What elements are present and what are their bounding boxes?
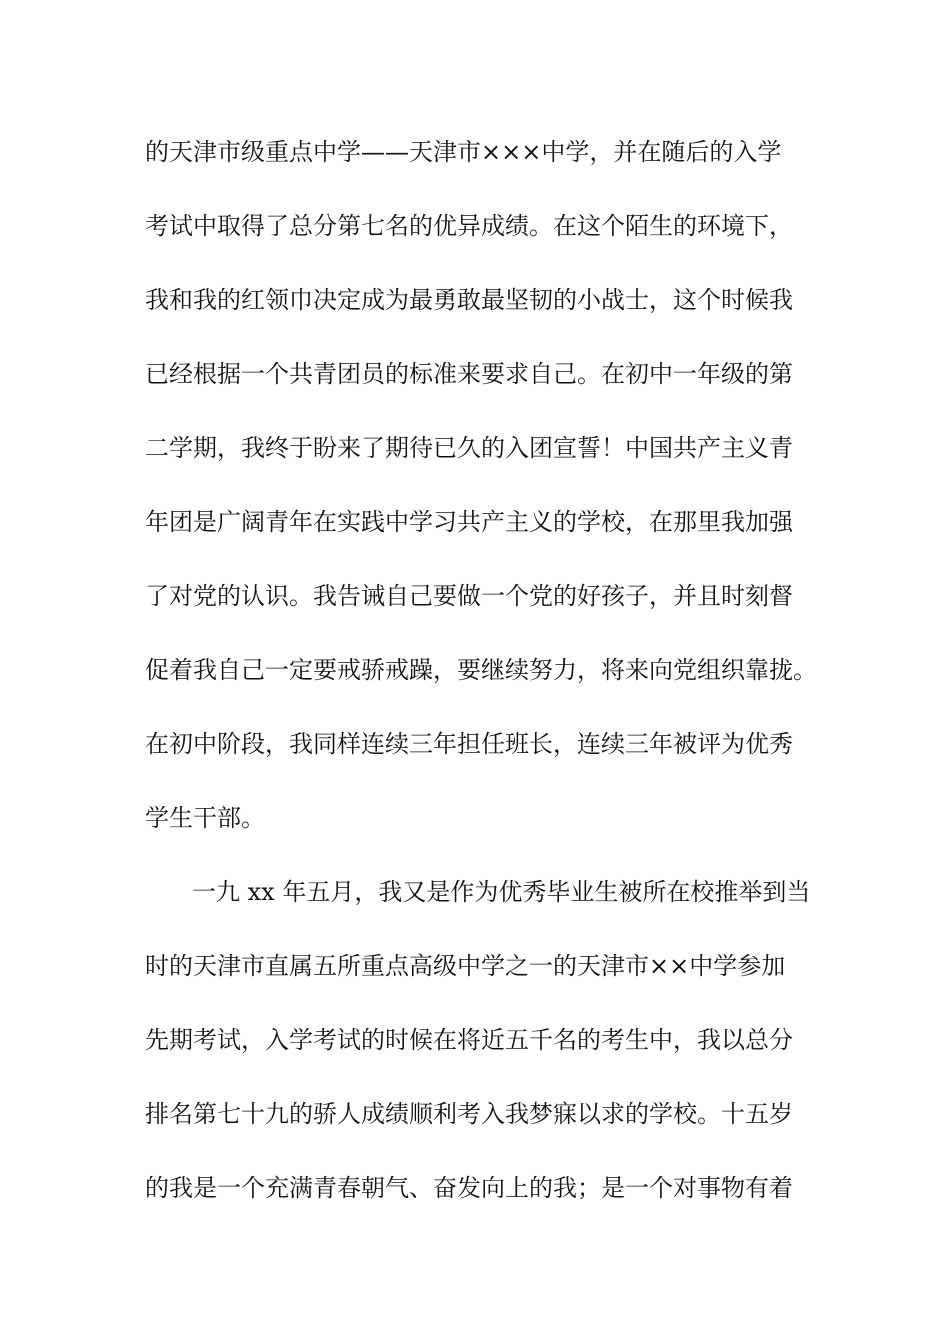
- paragraph-line: 的我是一个充满青春朝气、奋发向上的我；是一个对事物有着: [145, 1174, 793, 1202]
- paragraph-line: 排名第七十九的骄人成绩顺利考入我梦寐以求的学校。十五岁: [145, 1100, 793, 1128]
- paragraph-line: 考试中取得了总分第七名的优异成绩。在这个陌生的环境下，: [145, 212, 793, 240]
- paragraph-line: 时的天津市直属五所重点高级中学之一的天津市××中学参加: [145, 952, 786, 980]
- paragraph-line: 了对党的认识。我告诫自己要做一个党的好孩子，并且时刻督: [145, 582, 793, 610]
- paragraph-line: 学生干部。: [145, 804, 265, 832]
- paragraph-line: 已经根据一个共青团员的标准来要求自己。在初中一年级的第: [145, 360, 793, 388]
- paragraph-line: 促着我自己一定要戒骄戒躁，要继续努力，将来向党组织靠拢。: [145, 656, 817, 684]
- paragraph-line: 年团是广阔青年在实践中学习共产主义的学校，在那里我加强: [145, 508, 793, 536]
- paragraph-first-line: 一九 xx 年五月，我又是作为优秀毕业生被所在校推举到当: [192, 878, 811, 906]
- paragraph-line: 我和我的红领巾决定成为最勇敢最坚韧的小战士，这个时候我: [145, 286, 793, 314]
- paragraph-line: 二学期，我终于盼来了期待已久的入团宣誓！中国共产主义青: [145, 434, 793, 462]
- paragraph-line: 的天津市级重点中学——天津市×××中学，并在随后的入学: [145, 138, 782, 166]
- paragraph-line: 先期考试，入学考试的时候在将近五千名的考生中，我以总分: [145, 1026, 793, 1054]
- paragraph-line: 在初中阶段，我同样连续三年担任班长，连续三年被评为优秀: [145, 730, 793, 758]
